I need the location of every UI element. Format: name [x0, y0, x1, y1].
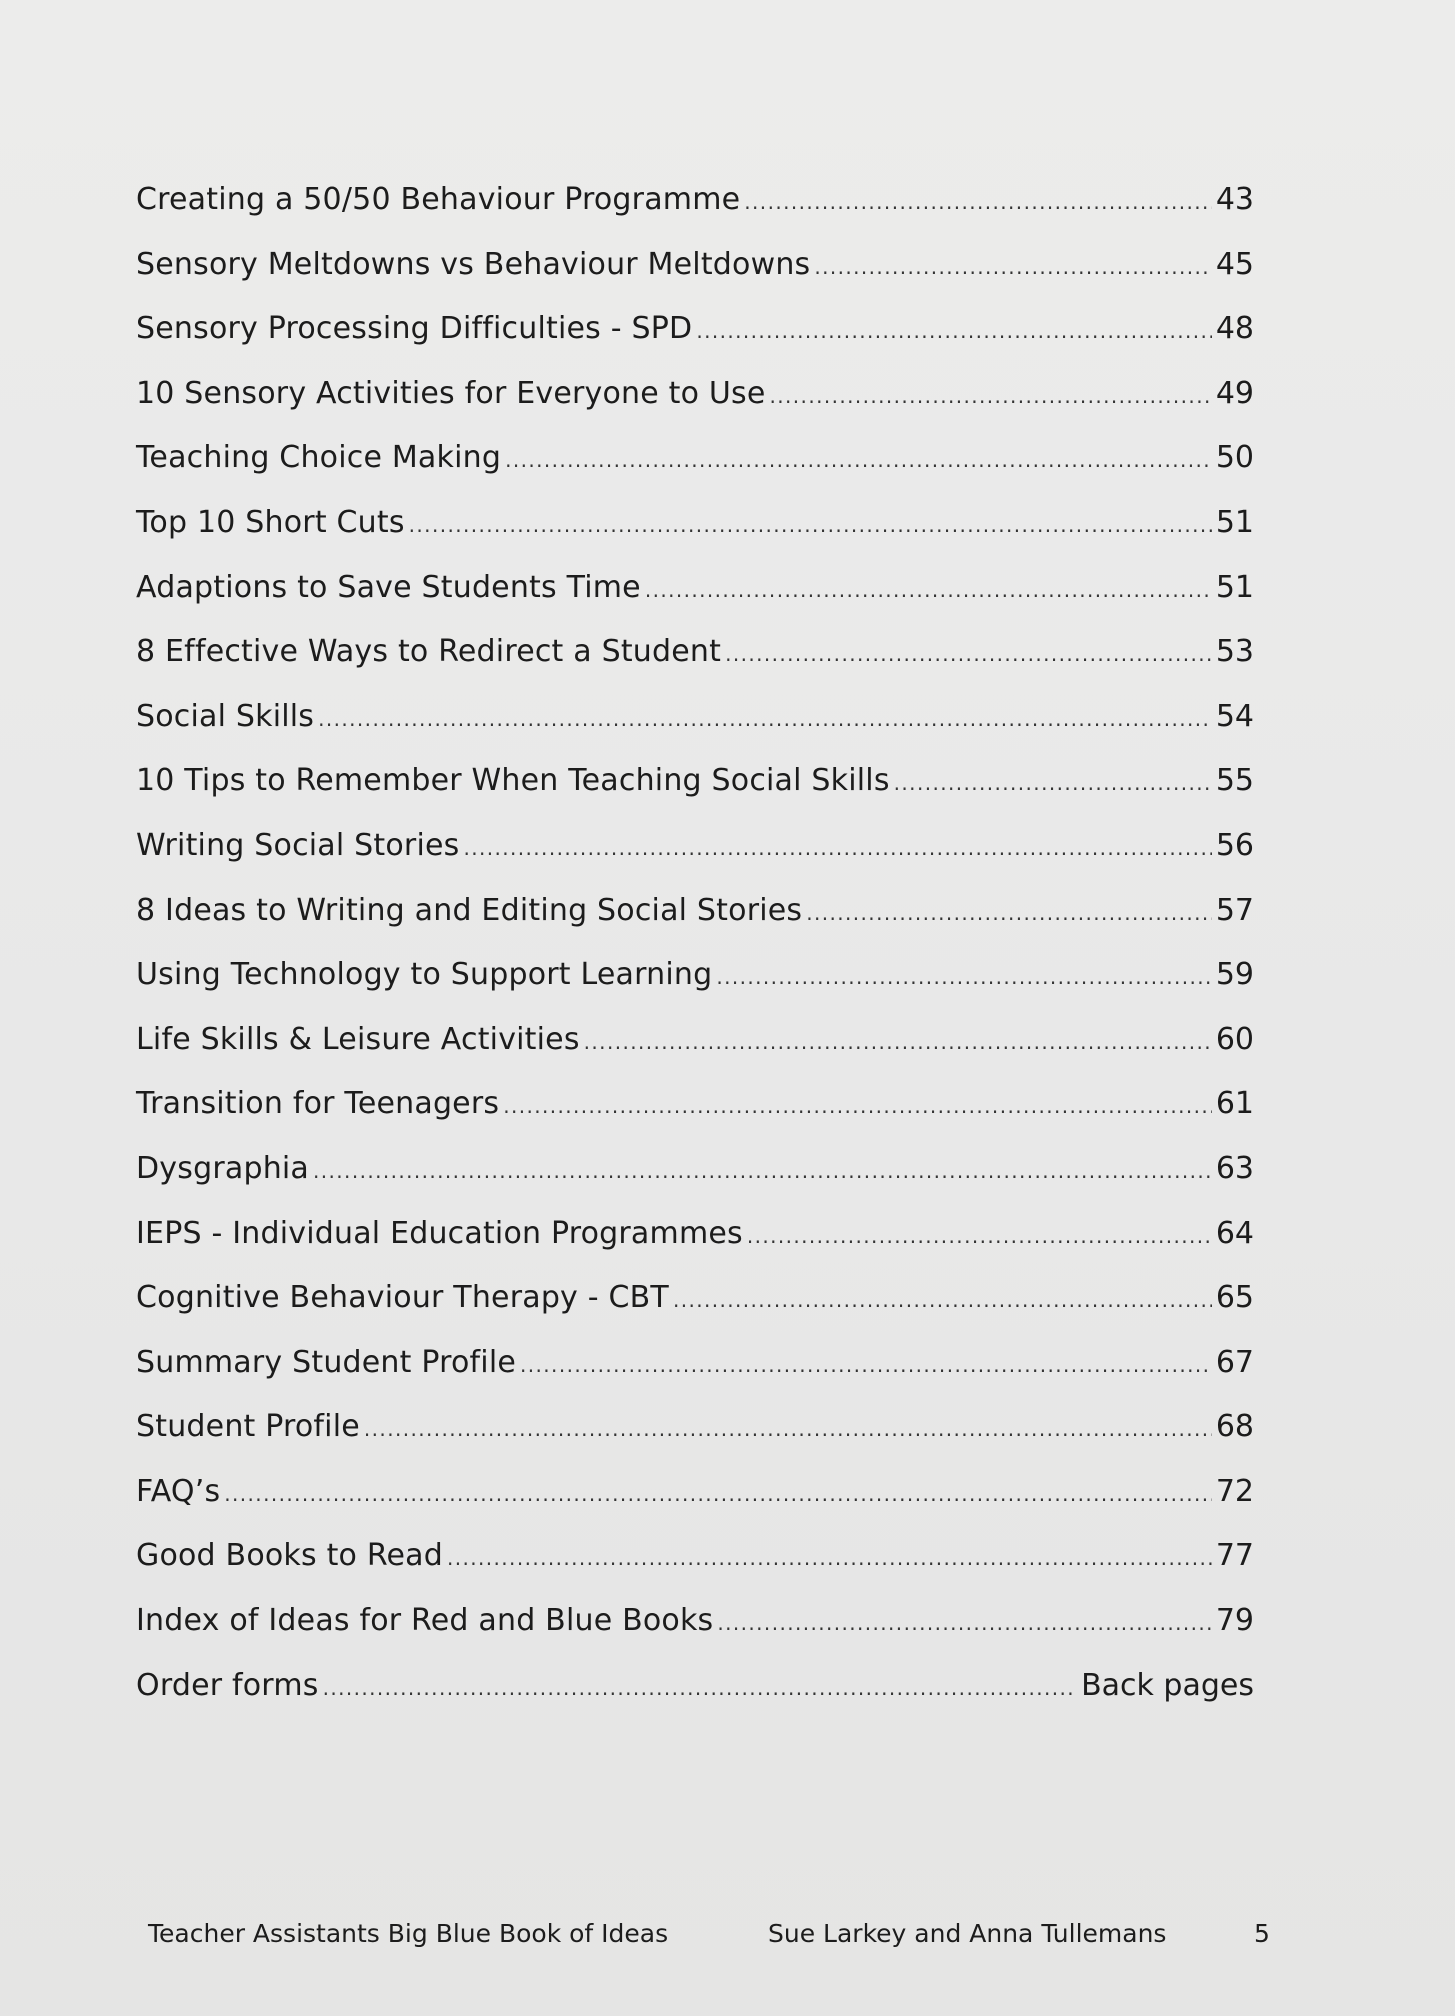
dot-leader [645, 558, 1212, 623]
dot-leader [744, 170, 1212, 235]
toc-entry-page: 56 [1215, 827, 1254, 863]
toc-entry-title: 8 Ideas to Writing and Editing Social Stories [136, 892, 803, 928]
dot-leader [814, 235, 1211, 300]
toc-entry-title: Using Technology to Support Learning [136, 957, 713, 993]
toc-entry [136, 1202, 1254, 1267]
toc-entry [136, 943, 1254, 1008]
toc-entry [136, 233, 1254, 298]
dot-leader [696, 299, 1212, 364]
toc-entry-page: 54 [1215, 698, 1254, 734]
toc-entry [136, 1524, 1254, 1589]
toc-entry [136, 685, 1254, 750]
toc-entry-title: Adaptions to Save Students Time [136, 569, 641, 605]
toc-entry-page: 45 [1215, 246, 1254, 282]
toc-entry [136, 1589, 1254, 1654]
dot-leader [313, 1139, 1212, 1204]
toc-entry-page: 59 [1215, 957, 1254, 993]
dot-leader [717, 1591, 1211, 1656]
footer-page-number: 5 [1254, 1919, 1270, 1948]
toc-entry [136, 1395, 1254, 1460]
toc-entry-page: Back pages [1081, 1667, 1254, 1703]
dot-leader [806, 881, 1212, 946]
dot-leader [725, 622, 1212, 687]
toc-entry-page: 67 [1215, 1344, 1254, 1380]
dot-leader [673, 1268, 1212, 1333]
toc-entry-page: 79 [1215, 1603, 1254, 1639]
toc-entry-page: 65 [1215, 1280, 1254, 1316]
toc-entry [136, 1008, 1254, 1073]
dot-leader [224, 1462, 1212, 1527]
toc-entry [136, 491, 1254, 556]
toc-entry-title: Life Skills & Leisure Activities [136, 1021, 580, 1057]
toc-entry-page: 53 [1215, 634, 1254, 670]
toc-entry-title: 10 Sensory Activities for Everyone to Use [136, 375, 766, 411]
toc-entry-page: 60 [1215, 1021, 1254, 1057]
dot-leader [318, 687, 1212, 752]
dot-leader [447, 1526, 1212, 1591]
toc-entry-page: 49 [1215, 375, 1254, 411]
toc-entry [136, 879, 1254, 944]
toc-entry-title: Creating a 50/50 Behaviour Programme [136, 182, 741, 217]
toc-entry-page: 57 [1215, 892, 1254, 928]
toc-entry-title: FAQ’s [136, 1473, 221, 1509]
toc-entry-title: 8 Effective Ways to Redirect a Student [136, 634, 722, 670]
toc-entry [136, 749, 1254, 814]
toc-entry-title: Social Skills [136, 698, 315, 734]
dot-leader [463, 816, 1211, 881]
toc-entry [136, 297, 1254, 362]
footer-book-title: Teacher Assistants Big Blue Book of Ideas [148, 1919, 669, 1948]
toc-entry-title: Good Books to Read [136, 1538, 443, 1574]
toc-entry-page: 64 [1215, 1215, 1254, 1251]
toc-entry-title: 10 Tips to Remember When Teaching Social Skills [136, 763, 890, 799]
dot-leader [409, 493, 1212, 558]
toc-entry [136, 1654, 1254, 1719]
toc-entry [136, 362, 1254, 427]
toc-entry-title: Writing Social Stories [136, 827, 460, 863]
toc-entry-page: 68 [1215, 1409, 1254, 1445]
toc-entry [136, 620, 1254, 685]
page-footer [0, 1916, 1455, 1952]
toc-entry-title: Teaching Choice Making [136, 440, 502, 476]
dot-leader [520, 1333, 1212, 1398]
toc-entry [136, 1266, 1254, 1331]
footer-authors: Sue Larkey and Anna Tullemans [768, 1919, 1167, 1948]
dot-leader [894, 751, 1212, 816]
toc-entry [136, 1137, 1254, 1202]
toc-entry-title: Top 10 Short Cuts [136, 504, 405, 540]
toc-entry-page: 51 [1215, 504, 1254, 540]
toc-entry-title: Dysgraphia [136, 1150, 310, 1186]
dot-leader [770, 364, 1212, 429]
toc-entry-title: Cognitive Behaviour Therapy - CBT [136, 1280, 669, 1316]
toc-entry-title: Summary Student Profile [136, 1344, 517, 1380]
toc-entry-title: Order forms [136, 1667, 319, 1703]
dot-leader [584, 1010, 1212, 1075]
toc-entry [136, 814, 1254, 879]
dot-leader [747, 1204, 1212, 1269]
toc-entry [136, 426, 1254, 491]
toc-entry [136, 1331, 1254, 1396]
dot-leader [364, 1397, 1212, 1462]
toc-entry [136, 1072, 1254, 1137]
toc-entry-page: 43 [1215, 182, 1254, 217]
toc-entry-page: 50 [1215, 440, 1254, 476]
toc-entry-title: Sensory Meltdowns vs Behaviour Meltdowns [136, 246, 811, 282]
toc-entry-title: Index of Ideas for Red and Blue Books [136, 1603, 714, 1639]
toc-entry-page: 77 [1215, 1538, 1254, 1574]
toc-entry [136, 168, 1254, 233]
toc-entry-title: Student Profile [136, 1409, 360, 1445]
dot-leader [323, 1656, 1077, 1721]
toc-entry-title: Sensory Processing Difficulties - SPD [136, 311, 693, 347]
table-of-contents [136, 168, 1254, 1718]
toc-entry-title: Transition for Teenagers [136, 1086, 500, 1122]
toc-entry-page: 48 [1215, 311, 1254, 347]
dot-leader [505, 428, 1212, 493]
toc-entry-page: 72 [1215, 1473, 1254, 1509]
toc-entry-page: 51 [1215, 569, 1254, 605]
toc-entry-page: 63 [1215, 1150, 1254, 1186]
toc-entry-title: IEPS - Individual Education Programmes [136, 1215, 743, 1251]
dot-leader [503, 1074, 1212, 1139]
dot-leader [716, 945, 1211, 1010]
toc-entry-page: 61 [1215, 1086, 1254, 1122]
toc-entry [136, 1460, 1254, 1525]
toc-entry [136, 556, 1254, 621]
toc-entry-page: 55 [1215, 763, 1254, 799]
